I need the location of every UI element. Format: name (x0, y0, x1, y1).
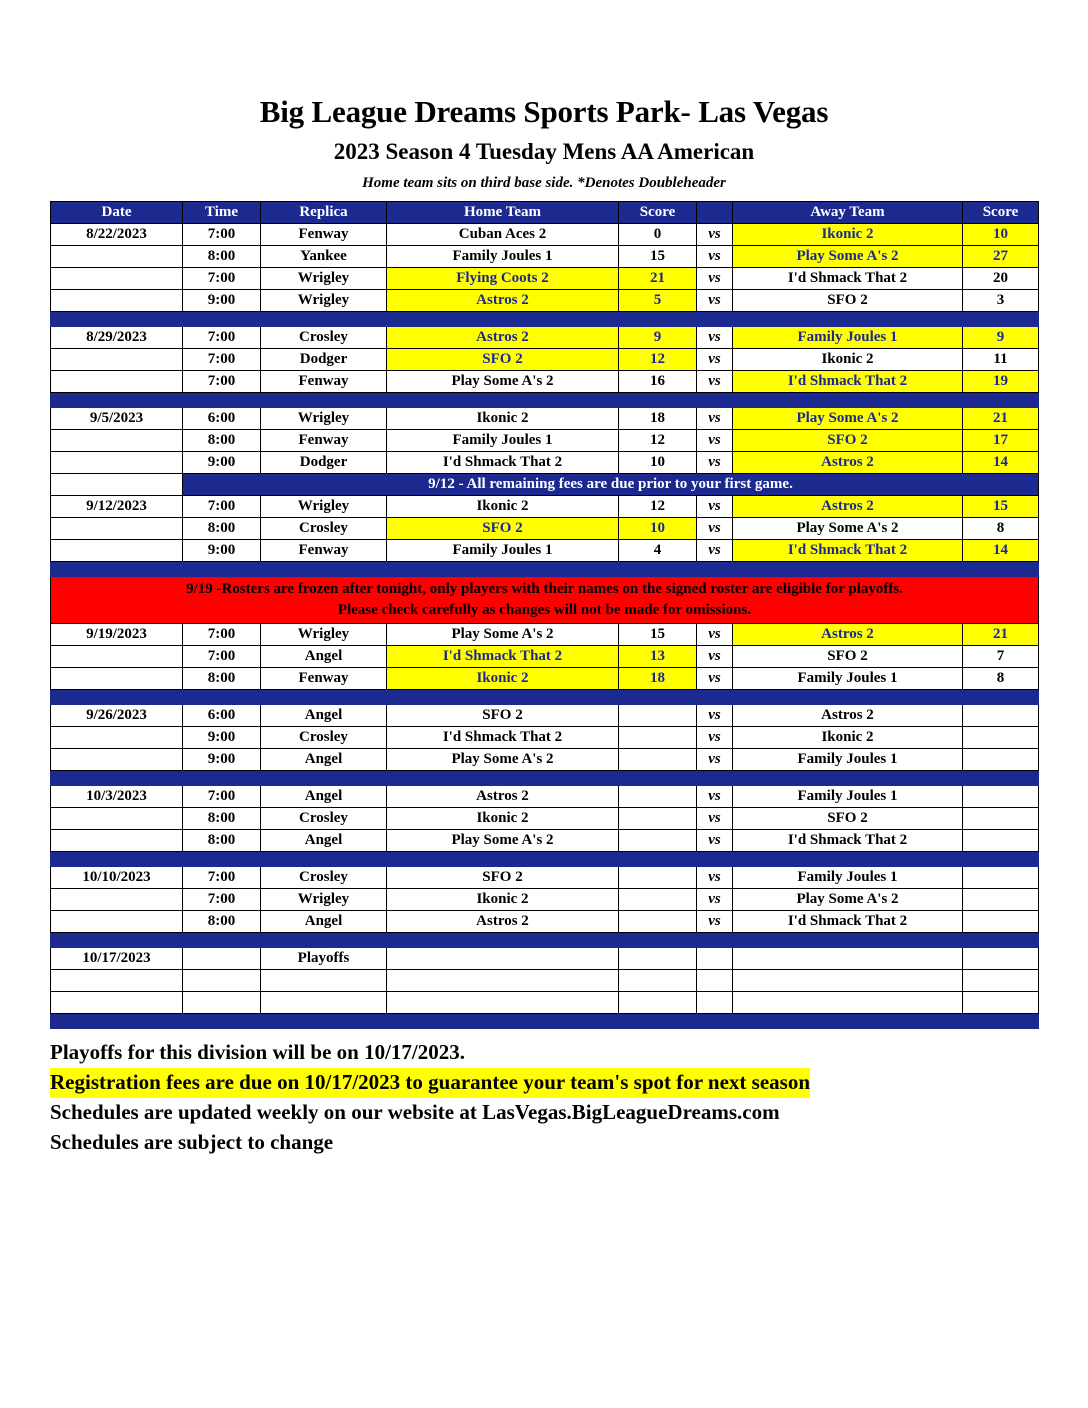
table-row (51, 948, 1039, 970)
game-date (51, 268, 183, 290)
home-score (619, 786, 697, 808)
blank-cell (51, 970, 183, 992)
home-team: SFO 2 (387, 349, 619, 371)
game-replica: Angel (261, 786, 387, 808)
home-team: Play Some A's 2 (387, 749, 619, 771)
game-replica: Angel (261, 911, 387, 933)
column-header-replica: Replica (261, 202, 387, 224)
home-score: 18 (619, 408, 697, 430)
game-replica: Dodger (261, 452, 387, 474)
roster-alert-row (51, 577, 1039, 624)
game-date: 8/29/2023 (51, 327, 183, 349)
home-team: I'd Shmack That 2 (387, 646, 619, 668)
away-team: Play Some A's 2 (733, 518, 963, 540)
vs-label: vs (697, 668, 733, 690)
game-replica: Angel (261, 749, 387, 771)
game-time: 8:00 (183, 430, 261, 452)
table-row (51, 889, 1039, 911)
table-row (51, 349, 1039, 371)
table-row (51, 290, 1039, 312)
home-team: Ikonic 2 (387, 408, 619, 430)
home-team: Flying Coots 2 (387, 268, 619, 290)
home-team: Play Some A's 2 (387, 624, 619, 646)
divider-cell (51, 690, 1039, 705)
blank-cell (963, 970, 1039, 992)
game-replica: Crosley (261, 518, 387, 540)
column-header-date: Date (51, 202, 183, 224)
away-team: SFO 2 (733, 430, 963, 452)
away-team: SFO 2 (733, 290, 963, 312)
away-team: Family Joules 1 (733, 327, 963, 349)
divider-row (51, 1014, 1039, 1029)
away-team: Play Some A's 2 (733, 408, 963, 430)
vs-label: vs (697, 830, 733, 852)
away-team: Astros 2 (733, 496, 963, 518)
game-time: 6:00 (183, 408, 261, 430)
game-replica: Crosley (261, 867, 387, 889)
blank-cell (619, 970, 697, 992)
home-score (619, 948, 697, 970)
home-score (619, 889, 697, 911)
home-team: Ikonic 2 (387, 668, 619, 690)
blank-cell (51, 992, 183, 1014)
game-replica: Fenway (261, 540, 387, 562)
away-score: 9 (963, 327, 1039, 349)
home-score (619, 911, 697, 933)
game-time (183, 948, 261, 970)
home-score: 10 (619, 518, 697, 540)
divider-row (51, 393, 1039, 408)
away-score (963, 786, 1039, 808)
column-header-away-team: Away Team (733, 202, 963, 224)
vs-label: vs (697, 646, 733, 668)
away-score: 14 (963, 452, 1039, 474)
home-team: Astros 2 (387, 290, 619, 312)
away-team (733, 948, 963, 970)
home-score: 21 (619, 268, 697, 290)
away-team: Ikonic 2 (733, 727, 963, 749)
home-score: 18 (619, 668, 697, 690)
game-date (51, 452, 183, 474)
home-score: 12 (619, 496, 697, 518)
table-row (51, 268, 1039, 290)
away-team: SFO 2 (733, 808, 963, 830)
table-row (51, 430, 1039, 452)
away-score: 27 (963, 246, 1039, 268)
footer-playoffs-line: Playoffs for this division will be on 10/17/2023. (50, 1040, 465, 1065)
home-team: SFO 2 (387, 705, 619, 727)
notice-date-cell (51, 474, 183, 496)
divider-cell (51, 562, 1039, 577)
column-header-vs-spacer (697, 202, 733, 224)
table-row (51, 624, 1039, 646)
vs-label: vs (697, 705, 733, 727)
game-date: 9/12/2023 (51, 496, 183, 518)
game-time: 7:00 (183, 646, 261, 668)
game-replica: Wrigley (261, 268, 387, 290)
blank-cell (733, 970, 963, 992)
game-time: 8:00 (183, 668, 261, 690)
vs-label: vs (697, 540, 733, 562)
game-replica: Fenway (261, 224, 387, 246)
table-row (51, 518, 1039, 540)
schedule-table (50, 201, 1039, 1029)
table-row (51, 540, 1039, 562)
game-date: 10/17/2023 (51, 948, 183, 970)
game-replica: Fenway (261, 668, 387, 690)
vs-label: vs (697, 268, 733, 290)
home-team: Play Some A's 2 (387, 371, 619, 393)
divider-cell (51, 933, 1039, 948)
vs-label: vs (697, 496, 733, 518)
game-date (51, 371, 183, 393)
divider-row (51, 771, 1039, 786)
game-replica: Yankee (261, 246, 387, 268)
home-score: 12 (619, 349, 697, 371)
away-score (963, 749, 1039, 771)
vs-label: vs (697, 889, 733, 911)
home-score (619, 808, 697, 830)
vs-label: vs (697, 349, 733, 371)
divider-cell (51, 393, 1039, 408)
home-team: Astros 2 (387, 327, 619, 349)
away-team: I'd Shmack That 2 (733, 268, 963, 290)
away-score (963, 830, 1039, 852)
away-score (963, 727, 1039, 749)
home-score (619, 830, 697, 852)
game-time: 7:00 (183, 786, 261, 808)
vs-label: vs (697, 624, 733, 646)
away-score: 20 (963, 268, 1039, 290)
game-replica: Angel (261, 705, 387, 727)
blank-cell (261, 992, 387, 1014)
column-header-home-team: Home Team (387, 202, 619, 224)
table-row (51, 668, 1039, 690)
home-score (619, 727, 697, 749)
game-time: 7:00 (183, 496, 261, 518)
vs-label: vs (697, 408, 733, 430)
away-score: 14 (963, 540, 1039, 562)
blank-cell (183, 970, 261, 992)
table-row (51, 408, 1039, 430)
home-team: Astros 2 (387, 786, 619, 808)
table-row (51, 786, 1039, 808)
game-date: 9/26/2023 (51, 705, 183, 727)
blank-row (51, 992, 1039, 1014)
column-header-time: Time (183, 202, 261, 224)
table-row (51, 749, 1039, 771)
schedule-body (51, 224, 1039, 1029)
game-time: 7:00 (183, 224, 261, 246)
away-score: 19 (963, 371, 1039, 393)
blank-cell (733, 992, 963, 1014)
home-score: 5 (619, 290, 697, 312)
vs-label: vs (697, 430, 733, 452)
away-team: SFO 2 (733, 646, 963, 668)
table-row (51, 705, 1039, 727)
blank-cell (697, 970, 733, 992)
away-score: 17 (963, 430, 1039, 452)
game-time: 8:00 (183, 830, 261, 852)
away-team: I'd Shmack That 2 (733, 830, 963, 852)
game-replica: Dodger (261, 349, 387, 371)
divider-row (51, 852, 1039, 867)
divider-row (51, 312, 1039, 327)
divider-row (51, 562, 1039, 577)
home-score: 0 (619, 224, 697, 246)
table-row (51, 911, 1039, 933)
home-team: SFO 2 (387, 518, 619, 540)
divider-row (51, 690, 1039, 705)
game-date: 9/5/2023 (51, 408, 183, 430)
game-time: 9:00 (183, 452, 261, 474)
home-team: Ikonic 2 (387, 889, 619, 911)
game-time: 7:00 (183, 889, 261, 911)
game-time: 7:00 (183, 867, 261, 889)
footer-subject-to-change-line: Schedules are subject to change (50, 1129, 334, 1154)
game-replica: Fenway (261, 430, 387, 452)
blank-cell (183, 992, 261, 1014)
game-time: 7:00 (183, 371, 261, 393)
vs-label: vs (697, 911, 733, 933)
page-title: Big League Dreams Sports Park- Las Vegas (259, 94, 829, 129)
game-date (51, 518, 183, 540)
away-team: Family Joules 1 (733, 668, 963, 690)
page-subtitle: 2023 Season 4 Tuesday Mens AA American (333, 139, 755, 165)
game-date (51, 727, 183, 749)
away-score: 10 (963, 224, 1039, 246)
home-score (619, 749, 697, 771)
game-time: 7:00 (183, 624, 261, 646)
vs-label: vs (697, 371, 733, 393)
vs-label: vs (697, 327, 733, 349)
blank-cell (261, 970, 387, 992)
home-team-note: Home team sits on third base side. *Denotes Doubleheader (362, 175, 726, 192)
home-team: Ikonic 2 (387, 496, 619, 518)
divider-cell (51, 771, 1039, 786)
blank-cell (387, 992, 619, 1014)
roster-alert-text: 9/19 -Rosters are frozen after tonight, only players with their names on the signed roster are eligible for playoffs. Please check carefully as changes will not be made for omissions. (51, 577, 1039, 624)
game-replica: Crosley (261, 727, 387, 749)
vs-label: vs (697, 246, 733, 268)
away-score: 7 (963, 646, 1039, 668)
game-date (51, 668, 183, 690)
home-score: 15 (619, 246, 697, 268)
home-team: Family Joules 1 (387, 540, 619, 562)
game-time: 8:00 (183, 518, 261, 540)
game-time: 9:00 (183, 540, 261, 562)
footer-registration-line: Registration fees are due on 10/17/2023 to guarantee your team's spot for next season (50, 1068, 810, 1098)
game-time: 8:00 (183, 808, 261, 830)
home-score: 13 (619, 646, 697, 668)
blank-cell (619, 992, 697, 1014)
footer-notes (50, 1029, 1038, 1157)
blank-row (51, 970, 1039, 992)
away-score: 15 (963, 496, 1039, 518)
game-date: 10/10/2023 (51, 867, 183, 889)
away-team: I'd Shmack That 2 (733, 911, 963, 933)
away-team: Family Joules 1 (733, 749, 963, 771)
vs-label: vs (697, 727, 733, 749)
table-row (51, 646, 1039, 668)
game-date: 10/3/2023 (51, 786, 183, 808)
away-score (963, 808, 1039, 830)
column-header-away-score: Score (963, 202, 1039, 224)
home-team: Ikonic 2 (387, 808, 619, 830)
game-time: 7:00 (183, 327, 261, 349)
vs-label: vs (697, 867, 733, 889)
away-score: 3 (963, 290, 1039, 312)
home-team: Play Some A's 2 (387, 830, 619, 852)
home-team: Astros 2 (387, 911, 619, 933)
game-date (51, 749, 183, 771)
home-score: 10 (619, 452, 697, 474)
notice-text: 9/12 - All remaining fees are due prior to your first game. (183, 474, 1039, 496)
game-time: 9:00 (183, 727, 261, 749)
table-row (51, 808, 1039, 830)
away-team: Play Some A's 2 (733, 246, 963, 268)
away-score: 11 (963, 349, 1039, 371)
away-team: Ikonic 2 (733, 224, 963, 246)
game-date (51, 349, 183, 371)
away-team: Play Some A's 2 (733, 889, 963, 911)
table-row (51, 727, 1039, 749)
away-score: 8 (963, 668, 1039, 690)
away-team: Astros 2 (733, 624, 963, 646)
game-replica: Crosley (261, 327, 387, 349)
game-date: 9/19/2023 (51, 624, 183, 646)
divider-cell (51, 312, 1039, 327)
game-date (51, 246, 183, 268)
away-score: 21 (963, 408, 1039, 430)
table-row (51, 452, 1039, 474)
home-team: SFO 2 (387, 867, 619, 889)
vs-label: vs (697, 786, 733, 808)
game-time: 8:00 (183, 911, 261, 933)
game-date: 8/22/2023 (51, 224, 183, 246)
away-team: Family Joules 1 (733, 867, 963, 889)
away-team: Family Joules 1 (733, 786, 963, 808)
vs-label: vs (697, 749, 733, 771)
vs-label: vs (697, 452, 733, 474)
game-date (51, 889, 183, 911)
home-team: Family Joules 1 (387, 246, 619, 268)
game-date (51, 808, 183, 830)
away-team: Ikonic 2 (733, 349, 963, 371)
home-team: I'd Shmack That 2 (387, 727, 619, 749)
blank-cell (697, 992, 733, 1014)
away-score (963, 911, 1039, 933)
blank-cell (963, 992, 1039, 1014)
game-time: 8:00 (183, 246, 261, 268)
home-score: 9 (619, 327, 697, 349)
home-team: Family Joules 1 (387, 430, 619, 452)
away-team: I'd Shmack That 2 (733, 371, 963, 393)
vs-label: vs (697, 224, 733, 246)
table-row (51, 867, 1039, 889)
game-replica: Wrigley (261, 496, 387, 518)
home-score: 12 (619, 430, 697, 452)
divider-cell (51, 852, 1039, 867)
game-replica: Wrigley (261, 290, 387, 312)
game-date (51, 911, 183, 933)
game-replica: Angel (261, 830, 387, 852)
game-date (51, 540, 183, 562)
game-time: 6:00 (183, 705, 261, 727)
game-replica: Angel (261, 646, 387, 668)
game-replica: Crosley (261, 808, 387, 830)
table-row (51, 496, 1039, 518)
table-row (51, 246, 1039, 268)
away-score: 21 (963, 624, 1039, 646)
game-time: 7:00 (183, 349, 261, 371)
game-time: 9:00 (183, 290, 261, 312)
game-replica: Playoffs (261, 948, 387, 970)
away-team: I'd Shmack That 2 (733, 540, 963, 562)
notice-row (51, 474, 1039, 496)
vs-label: vs (697, 290, 733, 312)
table-header-row (51, 202, 1039, 224)
vs-label: vs (697, 518, 733, 540)
game-date (51, 830, 183, 852)
footer-website-line: Schedules are updated weekly on our website at LasVegas.BigLeagueDreams.com (50, 1100, 780, 1125)
away-team: Astros 2 (733, 452, 963, 474)
away-team: Astros 2 (733, 705, 963, 727)
game-time: 7:00 (183, 268, 261, 290)
game-replica: Wrigley (261, 624, 387, 646)
away-score (963, 948, 1039, 970)
home-team: I'd Shmack That 2 (387, 452, 619, 474)
away-score (963, 705, 1039, 727)
divider-row (51, 933, 1039, 948)
home-score (619, 705, 697, 727)
home-team (387, 948, 619, 970)
home-score: 4 (619, 540, 697, 562)
game-time: 9:00 (183, 749, 261, 771)
vs-label (697, 948, 733, 970)
home-score: 15 (619, 624, 697, 646)
home-score (619, 867, 697, 889)
away-score (963, 889, 1039, 911)
blank-cell (387, 970, 619, 992)
table-row (51, 327, 1039, 349)
game-date (51, 646, 183, 668)
table-row (51, 224, 1039, 246)
game-replica: Wrigley (261, 408, 387, 430)
game-replica: Fenway (261, 371, 387, 393)
vs-label: vs (697, 808, 733, 830)
home-score: 16 (619, 371, 697, 393)
home-team: Cuban Aces 2 (387, 224, 619, 246)
game-replica: Wrigley (261, 889, 387, 911)
table-row (51, 371, 1039, 393)
away-score (963, 867, 1039, 889)
divider-cell (51, 1014, 1039, 1029)
game-date (51, 290, 183, 312)
away-score: 8 (963, 518, 1039, 540)
column-header-home-score: Score (619, 202, 697, 224)
game-date (51, 430, 183, 452)
table-row (51, 830, 1039, 852)
